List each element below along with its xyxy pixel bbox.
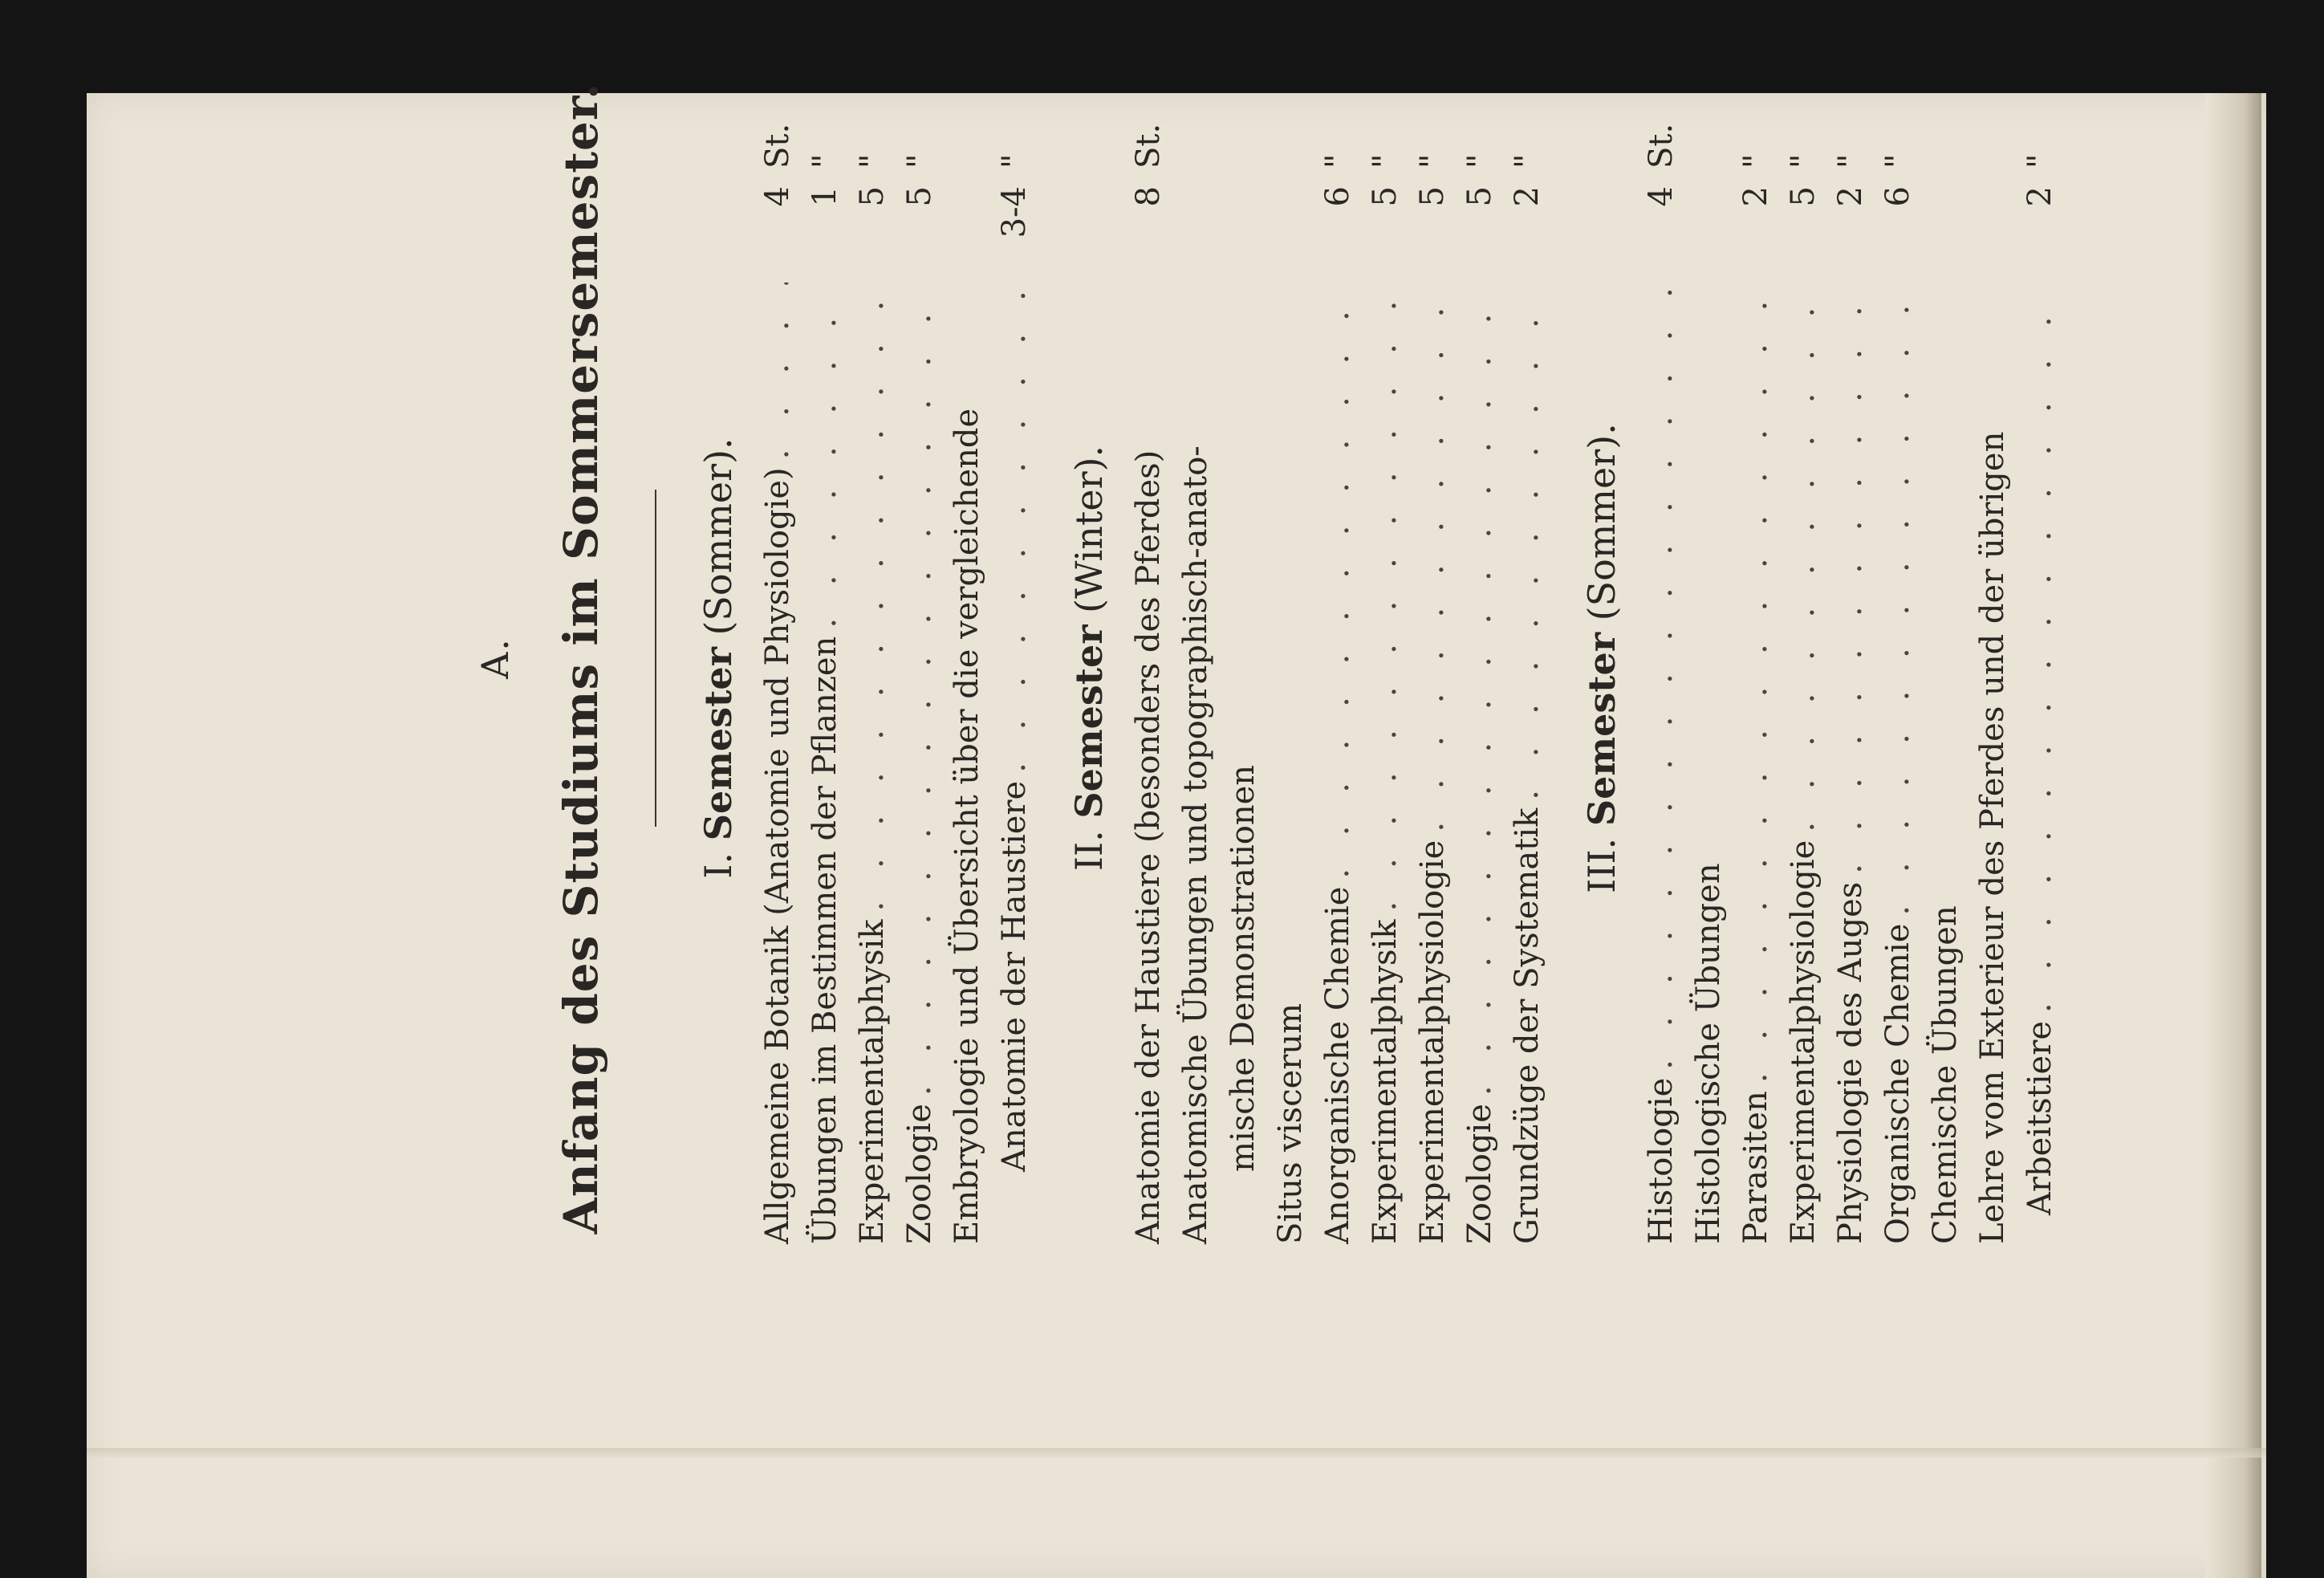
semester-3-numeral: III. xyxy=(1580,837,1623,893)
semester-2-section xyxy=(1067,72,1551,1244)
course-hours: 5 xyxy=(1785,186,1822,207)
semester-1-season: (Sommer). xyxy=(697,437,740,636)
course-label: Übungen im Bestimmen der Pflanzen xyxy=(806,636,843,1244)
dot-leader xyxy=(1827,283,1875,874)
course-row xyxy=(944,72,991,1244)
course-row xyxy=(1638,72,1685,1244)
semester-2-heading xyxy=(1067,72,1111,1244)
semester-1-word: Semester xyxy=(697,647,740,841)
semester-1-numeral: I. xyxy=(697,852,740,879)
page-fold xyxy=(87,1448,2266,1458)
course-row xyxy=(1780,72,1827,1244)
course-unit: " xyxy=(2021,153,2058,169)
course-label: Zoologie xyxy=(1461,1104,1498,1244)
dot-leader xyxy=(1362,283,1409,911)
dot-leader xyxy=(754,283,802,459)
course-row xyxy=(1267,72,1314,1244)
course-row xyxy=(802,72,849,1244)
course-unit: " xyxy=(854,153,891,169)
rotated-text-block xyxy=(457,16,2324,1300)
semester-2-numeral: II. xyxy=(1067,830,1111,872)
course-row xyxy=(1125,72,1172,1244)
course-row xyxy=(1969,72,2017,1244)
semester-2-word: Semester xyxy=(1067,624,1111,819)
course-label: mische Demonstrationen xyxy=(1225,764,1262,1172)
course-row xyxy=(1220,72,1267,1244)
course-row xyxy=(1685,72,1733,1244)
title-rule xyxy=(655,490,656,827)
semester-3-section xyxy=(1580,72,2064,1244)
dot-leader xyxy=(1314,283,1362,879)
course-label: Histologische Übungen xyxy=(1690,863,1727,1244)
course-unit: " xyxy=(996,153,1033,169)
course-hours: 5 xyxy=(1414,186,1451,207)
course-label: Experimentalphysik xyxy=(1367,919,1404,1244)
course-unit: " xyxy=(1879,153,1916,169)
dot-leader xyxy=(991,283,1038,773)
semester-2-season: (Winter). xyxy=(1067,445,1111,613)
course-label: Situs viscerum xyxy=(1272,1003,1309,1244)
course-hours: 4 xyxy=(1643,186,1680,207)
course-label: Anorganische Chemie xyxy=(1319,886,1356,1244)
course-unit: " xyxy=(1461,153,1498,169)
course-label: Anatomie der Haustiere (besonders des Pferdes) xyxy=(1130,449,1167,1244)
course-hours: 3-4 xyxy=(996,186,1033,238)
course-label: Physiologie des Auges xyxy=(1832,881,1869,1244)
course-row xyxy=(1504,72,1551,1244)
course-unit: " xyxy=(901,153,938,169)
dot-leader xyxy=(2017,283,2064,1013)
dot-leader xyxy=(1409,283,1457,832)
course-label: Experimentalphysiologie xyxy=(1414,840,1451,1244)
page-title: Anfang des Studiums im Sommersemester. xyxy=(554,82,608,1234)
course-label: Parasiten xyxy=(1737,1091,1774,1244)
dot-leader xyxy=(1457,283,1504,1096)
course-hours: 4 xyxy=(759,186,796,207)
course-hours: 1 xyxy=(806,186,843,207)
course-row xyxy=(1922,72,1969,1244)
course-row xyxy=(1733,72,1780,1244)
course-row xyxy=(2017,72,2064,1244)
semester-3-season: (Sommer). xyxy=(1580,423,1623,621)
course-unit: " xyxy=(1367,153,1404,169)
dot-leader xyxy=(1875,283,1922,916)
course-unit: " xyxy=(1509,153,1546,169)
course-hours: 8 xyxy=(1130,186,1167,207)
course-row xyxy=(849,72,896,1244)
course-unit: St. xyxy=(1643,123,1680,169)
course-row xyxy=(991,72,1038,1244)
course-label: Experimentalphysiologie xyxy=(1785,840,1822,1244)
semester-1-section xyxy=(697,72,1038,1244)
course-unit: " xyxy=(1737,153,1774,169)
course-row xyxy=(1457,72,1504,1244)
dot-leader xyxy=(802,283,849,628)
course-hours: 2 xyxy=(1832,186,1869,207)
course-unit: " xyxy=(1414,153,1451,169)
course-row xyxy=(1314,72,1362,1244)
course-unit: St. xyxy=(1130,123,1167,169)
course-row xyxy=(1362,72,1409,1244)
course-label: Allgemeine Botanik (Anatomie und Physiologie) xyxy=(759,467,796,1244)
course-unit: " xyxy=(1319,153,1356,169)
course-label: Arbeitstiere xyxy=(2021,1020,2058,1215)
section-letter: A. xyxy=(473,637,517,679)
course-hours: 2 xyxy=(1509,186,1546,207)
semester-1-heading xyxy=(697,72,740,1244)
course-hours: 5 xyxy=(1461,186,1498,207)
course-label: Grundzüge der Systematik xyxy=(1509,807,1546,1244)
course-label: Lehre vom Exterieur des Pferdes und der übrigen xyxy=(1974,431,2011,1244)
course-hours: 5 xyxy=(901,186,938,207)
course-row xyxy=(754,72,802,1244)
course-unit: " xyxy=(806,153,843,169)
course-unit: St. xyxy=(759,123,796,169)
course-hours: 5 xyxy=(1367,186,1404,207)
course-label: Experimentalphysik xyxy=(854,919,891,1244)
course-hours: 5 xyxy=(854,186,891,207)
course-row xyxy=(1827,72,1875,1244)
dot-leader xyxy=(849,283,896,911)
course-label: Anatomische Übungen und topographisch-anato- xyxy=(1177,445,1214,1244)
course-hours: 2 xyxy=(2021,186,2058,207)
course-hours: 6 xyxy=(1879,186,1916,207)
course-label: Anatomie der Haustiere xyxy=(996,780,1033,1172)
course-hours: 6 xyxy=(1319,186,1356,207)
dot-leader xyxy=(1504,283,1551,800)
course-label: Chemische Übungen xyxy=(1927,905,1964,1244)
course-unit: " xyxy=(1832,153,1869,169)
dot-leader xyxy=(1638,283,1685,1070)
course-label: Embryologie und Übersicht über die vergleichende xyxy=(949,408,985,1244)
semester-3-word: Semester xyxy=(1580,632,1623,827)
course-label: Organische Chemie xyxy=(1879,923,1916,1244)
course-row xyxy=(896,72,944,1244)
dot-leader xyxy=(1733,283,1780,1083)
course-label: Zoologie xyxy=(901,1104,938,1244)
semester-3-heading xyxy=(1580,72,1623,1244)
course-unit: " xyxy=(1785,153,1822,169)
dot-leader xyxy=(896,283,944,1096)
course-row xyxy=(1875,72,1922,1244)
course-row xyxy=(1172,72,1220,1244)
course-label: Histologie xyxy=(1643,1077,1680,1244)
course-hours: 2 xyxy=(1737,186,1774,207)
dot-leader xyxy=(1780,283,1827,832)
course-row xyxy=(1409,72,1457,1244)
